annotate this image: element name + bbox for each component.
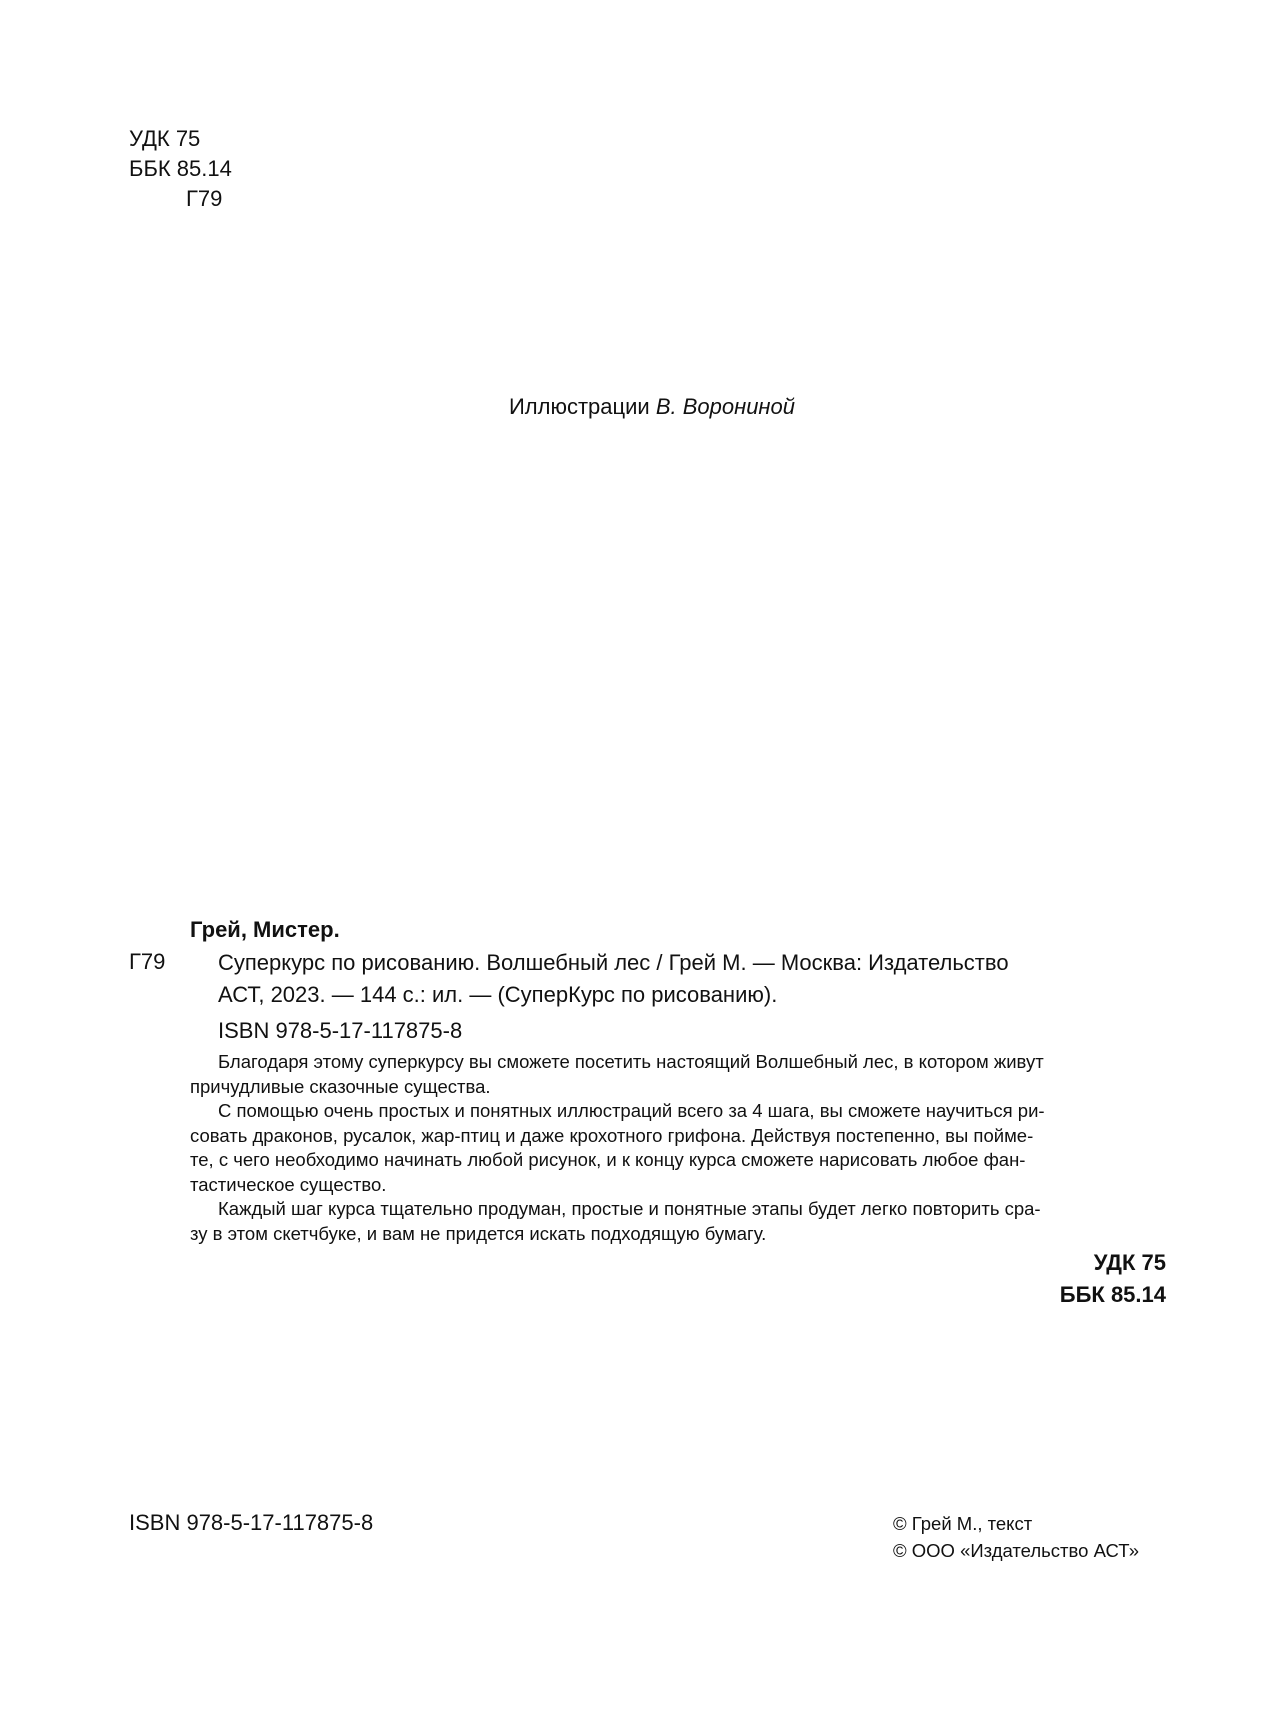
annotation-line: тастическое существо. [190, 1173, 387, 1195]
description-line: Суперкурс по рисованию. Волшебный лес / Грей М. — Москва: Издательство [218, 950, 1009, 975]
illustrator-name: В. Ворониной [655, 394, 796, 419]
copyright-publisher: © ООО «Издательство АСТ» [893, 1540, 1140, 1561]
udk-code: УДК 75 [129, 126, 201, 151]
annotation-line: Каждый шаг курса тщательно продуман, простые и понятные этапы будет легко повторить сра- [218, 1198, 1041, 1219]
annotation-line: причудливые сказочные существа. [190, 1075, 491, 1097]
classification-codes-top [129, 124, 232, 214]
annotation-line: зу в этом скетчбуке, и вам не придется искать подходящую бумагу. [190, 1222, 767, 1244]
udk-code: УДК 75 [1093, 1250, 1166, 1275]
author-mark: Г79 [186, 186, 223, 211]
footer-isbn: ISBN 978-5-17-117875-8 [129, 1510, 374, 1535]
bbk-code: ББК 85.14 [129, 156, 232, 181]
annotation-line: С помощью очень простых и понятных иллюстраций всего за 4 шага, вы сможете научиться ри- [218, 1100, 1045, 1121]
classification-codes-record [1060, 1247, 1166, 1311]
description-line: АСТ, 2023. — 144 с.: ил. — (СуперКурс по рисованию). [218, 982, 778, 1007]
illustrations-credit [0, 392, 1270, 422]
annotation-line: те, с чего необходимо начинать любой рисунок, и к концу курса сможете нарисовать любое фан- [190, 1149, 1026, 1170]
bbk-code: ББК 85.14 [1059, 1282, 1166, 1307]
illustrations-prefix: Иллюстрации [508, 394, 656, 419]
annotation-line: Благодаря этому суперкурсу вы сможете посетить настоящий Волшебный лес, в котором живут [218, 1051, 1044, 1072]
copyright-block [893, 1510, 1139, 1564]
author-heading: Грей, Мистер. [190, 917, 340, 942]
copyright-text: © Грей М., текст [893, 1513, 1033, 1534]
record-isbn: ISBN 978-5-17-117875-8 [218, 1018, 463, 1043]
annotation [190, 1050, 1166, 1246]
annotation-line: совать драконов, русалок, жар-птиц и даже крохотного грифона. Действуя постепенно, вы пойме- [190, 1124, 1034, 1146]
record-author-mark: Г79 [129, 949, 166, 974]
bibliographic-description [218, 947, 1166, 1011]
